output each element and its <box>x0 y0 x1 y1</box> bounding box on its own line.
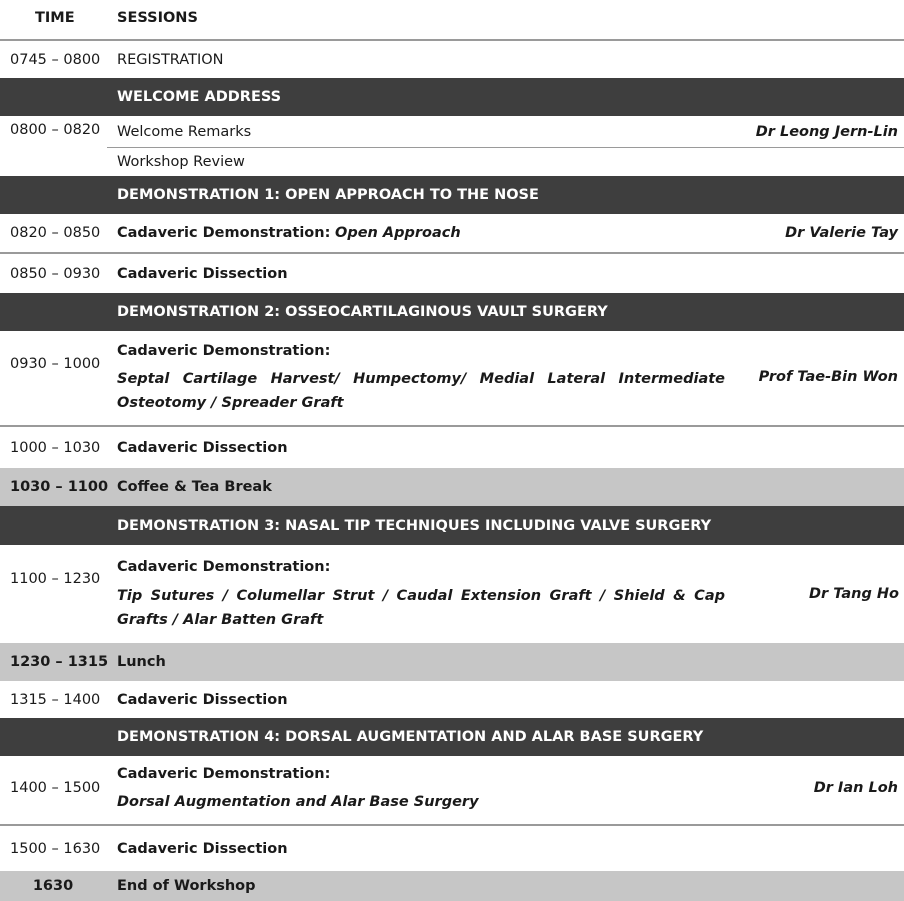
speaker-cell: Prof Tae-Bin Won <box>758 369 898 385</box>
session-title: Cadaveric Demonstration: <box>117 225 331 241</box>
time-cell: 1030 – 1100 <box>10 479 109 495</box>
section-header-welcome-address <box>0 78 904 116</box>
session-cell <box>117 225 461 241</box>
table-row-registration <box>0 41 904 78</box>
time-cell: 0745 – 0800 <box>10 51 101 68</box>
speaker-cell: Dr Leong Jern-Lin <box>755 124 898 140</box>
table-row-demo1-cadaveric <box>0 214 904 252</box>
table-row-welcome-remarks <box>0 116 904 148</box>
session-cell: Coffee & Tea Break <box>117 479 272 495</box>
time-cell: 0800 – 0820 <box>10 122 101 138</box>
sessions-column-header: SESSIONS <box>117 10 198 26</box>
session-title: Cadaveric Demonstration: <box>117 559 331 575</box>
time-cell: 1400 – 1500 <box>10 780 101 796</box>
time-cell: 0930 – 1000 <box>10 356 101 372</box>
table-row-workshop-review <box>0 148 904 176</box>
section-header-demo-2 <box>0 293 904 331</box>
session-cell: End of Workshop <box>117 878 256 894</box>
time-cell: 0820 – 0850 <box>10 225 101 241</box>
session-cell: REGISTRATION <box>117 51 224 68</box>
table-row-demo4-dissection <box>0 826 904 871</box>
section-header-demo-4 <box>0 718 904 756</box>
time-column-header: TIME <box>35 10 75 26</box>
session-cell: Cadaveric Dissection <box>117 265 288 282</box>
table-row-demo3-dissection <box>0 681 904 718</box>
section-title: DEMONSTRATION 2: OSSEOCARTILAGINOUS VAULT SURGERY <box>117 304 608 320</box>
table-row-demo3-cadaveric <box>0 545 904 643</box>
time-cell: 1500 – 1630 <box>10 840 101 857</box>
section-title: WELCOME ADDRESS <box>117 89 282 105</box>
time-cell: 1630 <box>32 878 74 894</box>
time-cell: 1000 – 1030 <box>10 439 101 456</box>
session-detail: Tip Sutures / Columellar Strut / Caudal Extension Graft / Shield & Cap Grafts / Alar Batten Graft <box>117 588 725 628</box>
table-row-demo2-cadaveric <box>0 331 904 425</box>
session-cell: Lunch <box>117 654 166 670</box>
session-title: Cadaveric Demonstration: <box>117 766 331 782</box>
session-cell: Cadaveric Dissection <box>117 840 288 857</box>
session-detail: Dorsal Augmentation and Alar Base Surgery <box>117 794 479 810</box>
session-title: Cadaveric Demonstration: <box>117 343 331 359</box>
session-detail: Septal Cartilage Harvest/ Humpectomy/ Medial Lateral Intermediate Osteotomy / Spreader Graft <box>117 371 725 411</box>
section-header-demo-3 <box>0 506 904 545</box>
speaker-cell: Dr Valerie Tay <box>785 225 898 241</box>
time-cell: 1315 – 1400 <box>10 691 101 708</box>
session-cell: Welcome Remarks <box>117 124 252 140</box>
section-title: DEMONSTRATION 1: OPEN APPROACH TO THE NOSE <box>117 187 539 203</box>
session-cell: Workshop Review <box>117 154 245 170</box>
section-title: DEMONSTRATION 3: NASAL TIP TECHNIQUES INCLUDING VALVE SURGERY <box>117 517 712 534</box>
speaker-cell: Dr Ian Loh <box>813 780 898 796</box>
time-cell: 1100 – 1230 <box>10 571 101 587</box>
table-row-end-of-workshop <box>0 871 904 901</box>
time-cell: 1230 – 1315 <box>10 654 109 670</box>
table-header-row <box>0 0 904 39</box>
session-detail: Open Approach <box>335 225 461 241</box>
time-cell: 0850 – 0930 <box>10 265 101 282</box>
section-title: DEMONSTRATION 4: DORSAL AUGMENTATION AND ALAR BASE SURGERY <box>117 729 704 745</box>
table-row-demo1-dissection <box>0 254 904 293</box>
session-cell: Cadaveric Dissection <box>117 691 288 708</box>
session-cell: Cadaveric Dissection <box>117 439 288 456</box>
table-row-demo2-dissection <box>0 427 904 468</box>
table-row-demo4-cadaveric <box>0 756 904 824</box>
table-row-coffee-break <box>0 468 904 506</box>
section-header-demo-1 <box>0 176 904 214</box>
speaker-cell: Dr Tang Ho <box>808 586 899 602</box>
table-row-lunch <box>0 643 904 681</box>
